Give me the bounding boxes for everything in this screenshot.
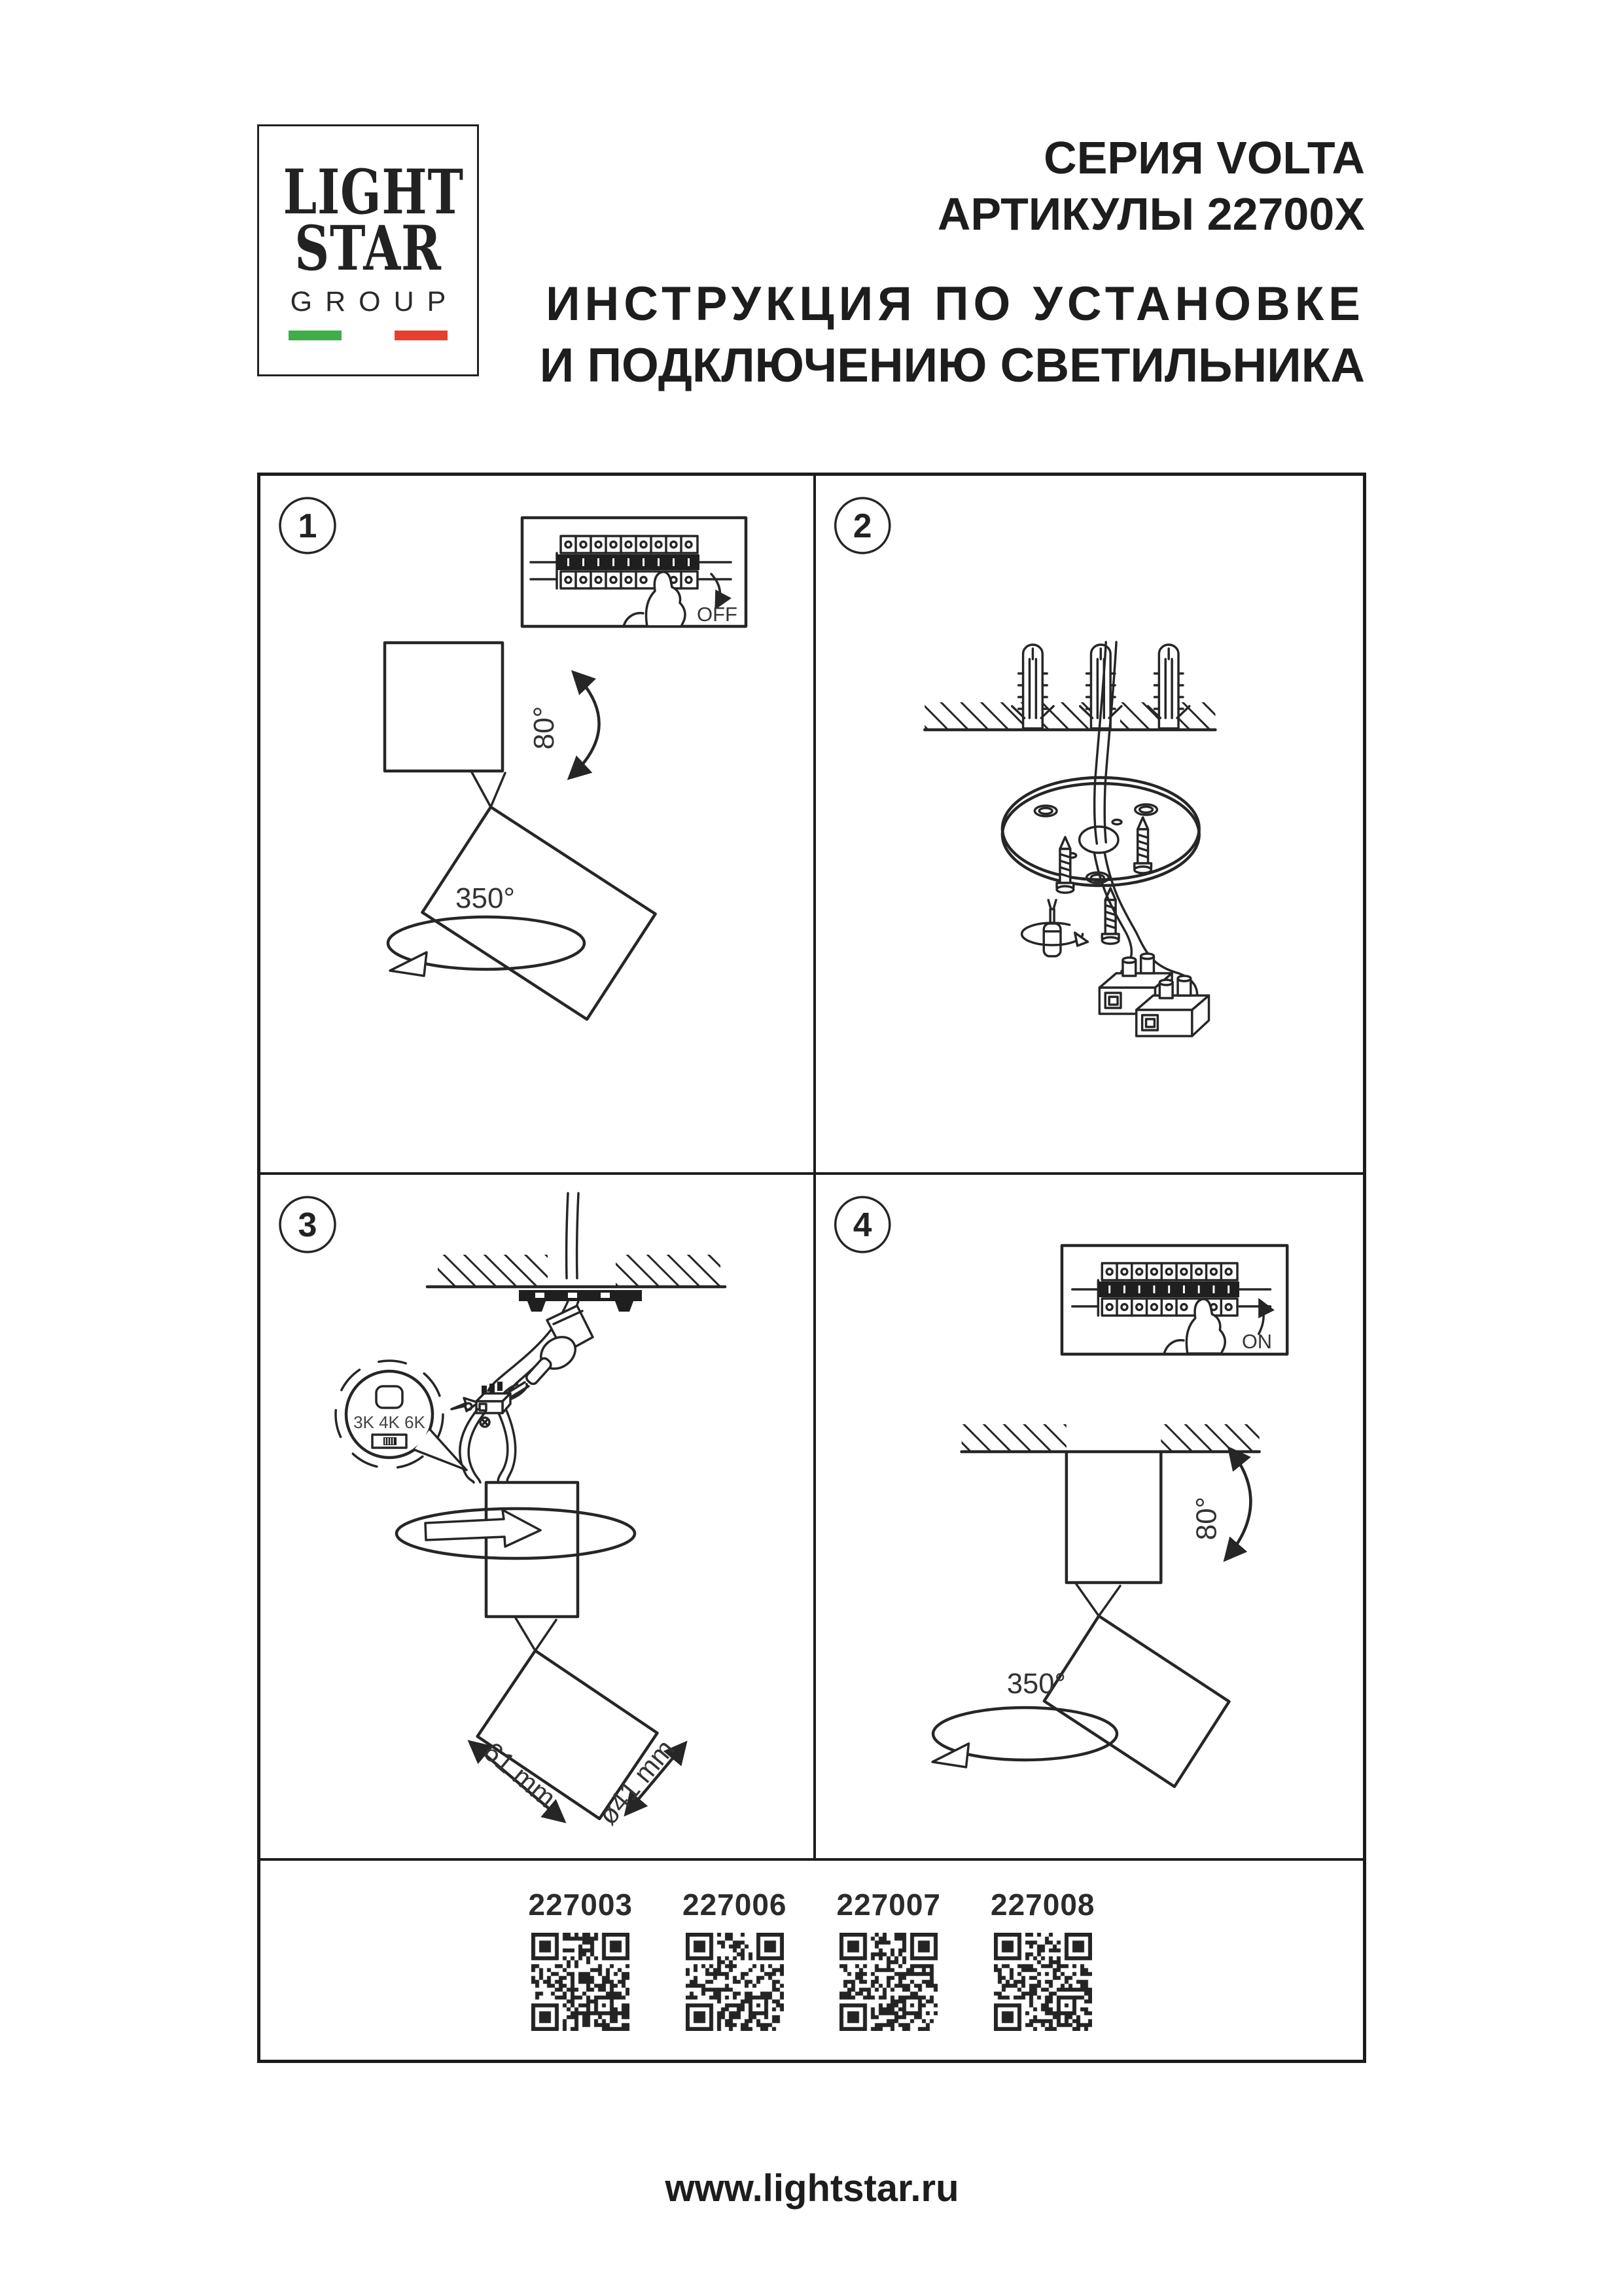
finger-icon bbox=[1186, 1299, 1225, 1354]
length-label: 61 mm bbox=[478, 1735, 562, 1814]
luminaire-drawing bbox=[385, 643, 656, 1019]
lamp-head bbox=[1044, 1616, 1229, 1787]
tilt-arrow-icon bbox=[571, 673, 599, 777]
qr-group bbox=[991, 1887, 1095, 2031]
step-number: 4 bbox=[853, 1205, 872, 1244]
steps-grid bbox=[257, 473, 1366, 2063]
rotate-arrowhead-icon bbox=[1075, 933, 1088, 946]
tilt-angle-label: 80° bbox=[1190, 1496, 1223, 1541]
rotation-angle-label: 350° bbox=[455, 882, 516, 914]
lamp-hinge bbox=[516, 1618, 556, 1651]
lightstar-logo bbox=[257, 124, 479, 376]
articles-line: АРТИКУЛЫ 22700X bbox=[937, 188, 1365, 240]
diameter-label: ø41 mm bbox=[591, 1733, 680, 1831]
logo-word-star: STAR bbox=[294, 213, 442, 285]
qr-code-icon bbox=[531, 1933, 629, 2031]
qr-group bbox=[529, 1887, 633, 2031]
color-temp-magnifier bbox=[336, 1361, 467, 1470]
article-number: 227006 bbox=[682, 1888, 787, 1922]
switch-state-label: ON bbox=[1241, 1329, 1272, 1354]
breaker-off-inset bbox=[522, 518, 746, 626]
qr-group bbox=[682, 1887, 787, 2031]
mounting-screw-icon bbox=[1057, 837, 1074, 893]
lamp-hinge bbox=[1076, 1584, 1120, 1616]
rotation-arrowhead-icon bbox=[390, 952, 427, 976]
italian-flag-bar bbox=[289, 331, 448, 340]
step-number-badge bbox=[836, 498, 890, 553]
article-number: 227007 bbox=[836, 1888, 941, 1922]
color-temp-options: 3K 4K 6K bbox=[353, 1412, 425, 1432]
instruction-title-block bbox=[540, 274, 1365, 397]
luminaire-drawing bbox=[932, 1450, 1250, 1787]
step-number: 1 bbox=[298, 507, 317, 545]
instruction-line-1: ИНСТРУКЦИЯ ПО УСТАНОВКЕ bbox=[546, 278, 1365, 331]
step-number-badge bbox=[280, 498, 335, 553]
step-1-panel bbox=[260, 476, 816, 1175]
tilt-arrow-icon bbox=[1226, 1450, 1250, 1558]
article-number: 227003 bbox=[528, 1888, 633, 1922]
logo-word-group: GROUP bbox=[290, 286, 459, 317]
lamp-body bbox=[486, 1482, 578, 1617]
lamp-body bbox=[385, 643, 503, 771]
rotation-arrow-icon bbox=[425, 1510, 540, 1547]
qr-group bbox=[837, 1887, 942, 2031]
qr-code-row bbox=[260, 1861, 1363, 2060]
step-3-panel bbox=[260, 1175, 816, 1861]
website-url: www.lightstar.ru bbox=[665, 2167, 959, 2210]
finger-icon bbox=[646, 572, 686, 626]
mounting-screw-icon bbox=[1135, 817, 1152, 873]
rotation-arrowhead-icon bbox=[932, 1744, 968, 1767]
hand-with-screwdriver bbox=[499, 1306, 593, 1403]
qr-code-icon bbox=[839, 1933, 938, 2031]
dimensions bbox=[471, 1734, 684, 1831]
switch-state-label: OFF bbox=[697, 603, 737, 626]
step-number-badge bbox=[280, 1197, 335, 1252]
logo-word-light: LIGHT bbox=[283, 156, 464, 228]
series-title-block bbox=[938, 130, 1365, 242]
step-number: 2 bbox=[853, 506, 872, 545]
step-2-panel bbox=[816, 476, 1363, 1175]
step-4-panel bbox=[816, 1175, 1363, 1861]
rotation-angle-label: 350° bbox=[1006, 1667, 1066, 1700]
series-line: СЕРИЯ VOLTA bbox=[1044, 132, 1365, 183]
ceiling-drawing bbox=[962, 1424, 1260, 1452]
cable-hole bbox=[1080, 827, 1118, 853]
article-number: 227008 bbox=[991, 1888, 1095, 1922]
tilt-angle-label: 80° bbox=[528, 706, 560, 750]
qr-code-icon bbox=[994, 1933, 1092, 2031]
breaker-on-inset bbox=[1062, 1246, 1287, 1354]
instruction-line-2: И ПОДКЛЮЧЕНИЮ СВЕТИЛЬНИКА bbox=[539, 339, 1365, 392]
step-number-badge bbox=[836, 1197, 890, 1252]
qr-code-icon bbox=[686, 1933, 784, 2031]
screwdriver-drawing bbox=[1022, 900, 1088, 956]
lamp-body bbox=[1067, 1452, 1161, 1583]
lamp-hinge bbox=[471, 771, 505, 807]
ceiling-drawing bbox=[925, 645, 1215, 731]
step-number: 3 bbox=[298, 1206, 317, 1244]
